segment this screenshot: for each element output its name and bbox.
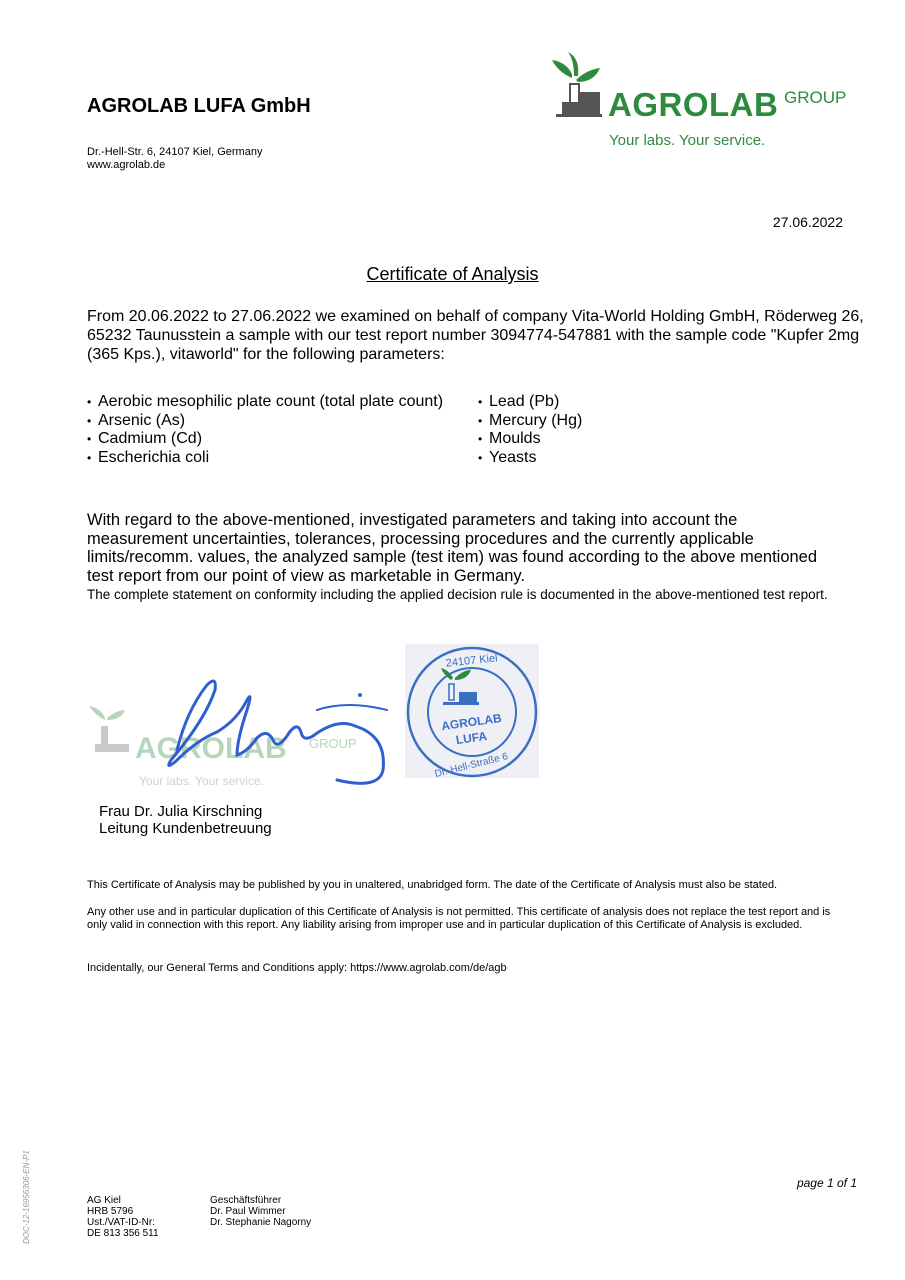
terms-note: Incidentally, our General Terms and Conditions apply: https://www.agrolab.com/de/agb bbox=[87, 962, 507, 974]
stamp-center-line1: AGROLAB bbox=[440, 710, 503, 734]
stamp-bottom-text: Dr.-Hell-Straße 6 bbox=[433, 751, 510, 780]
logo-group-label: GROUP bbox=[784, 88, 847, 107]
footer-line: Dr. Stephanie Nagorny bbox=[210, 1217, 312, 1228]
footer-line: AG Kiel bbox=[87, 1195, 121, 1206]
signer-role: Leitung Kundenbetreuung bbox=[99, 820, 272, 837]
parameter-list-right bbox=[478, 393, 778, 467]
parameter-item: • Mercury (Hg) bbox=[478, 412, 778, 431]
footer-line: Ust./VAT-ID-Nr: bbox=[87, 1217, 155, 1228]
parameter-item: • Yeasts bbox=[478, 449, 778, 468]
company-name: AGROLAB LUFA GmbH bbox=[87, 95, 311, 117]
document-title bbox=[0, 264, 905, 285]
company-stamp bbox=[405, 644, 539, 780]
conformity-statement: With regard to the above-mentioned, investigated parameters and taking into account the measurement uncertainties, tolerances, processing procedures and the currently applicable limits/recomm. values, the analyzed sample (test item) was found according to the above mentioned test report from our point of view as marketable in Germany. bbox=[87, 511, 818, 585]
signature-area bbox=[87, 640, 557, 800]
document-title-text: Certificate of Analysis bbox=[366, 264, 539, 284]
logo-tagline: Your labs. Your service. bbox=[609, 132, 766, 149]
footer-registration bbox=[87, 1195, 159, 1239]
parameter-item: • Lead (Pb) bbox=[478, 393, 778, 412]
company-website: www.agrolab.de bbox=[87, 159, 166, 171]
parameter-item: • Arsenic (As) bbox=[87, 412, 447, 431]
stamp-top-text: 24107 Kiel bbox=[445, 652, 499, 670]
intro-paragraph: From 20.06.2022 to 27.06.2022 we examined on behalf of company Vita-World Holding GmbH, Röderweg 26, 65232 Taunusstein a sample with our test report number 3094774-547881 with the sample code "Kupfer 2mg (365 Kps.), vitaworld" for the following parameters: bbox=[87, 308, 864, 363]
parameter-list-left bbox=[87, 393, 447, 467]
footer-management bbox=[210, 1195, 311, 1228]
parameter-item: • Escherichia coli bbox=[87, 449, 447, 468]
watermark-word: AGROLAB bbox=[135, 732, 287, 765]
signature-block bbox=[87, 640, 557, 800]
agrolab-plant-icon bbox=[548, 50, 608, 125]
stamp-center-line2: LUFA bbox=[454, 728, 488, 748]
footer-line: Geschäftsführer bbox=[210, 1195, 282, 1206]
footer-line: HRB 5796 bbox=[87, 1206, 134, 1217]
document-date: 27.06.2022 bbox=[772, 214, 843, 230]
parameter-item: • Moulds bbox=[478, 430, 778, 449]
signature-dot bbox=[358, 693, 362, 697]
watermark-tagline: Your labs. Your service. bbox=[139, 774, 264, 788]
parameter-item: • Aerobic mesophilic plate count (total plate count) bbox=[87, 393, 447, 412]
other-use-note: Any other use and in particular duplication of this Certificate of Analysis is not permitted. This certificate of analysis does not replace the test report and is only valid in connection with this report. Any liability arising from improper use and in particular duplication of this Certificate of Analysis is excluded. bbox=[87, 906, 831, 931]
conformity-note: The complete statement on conformity including the applied decision rule is documented in the above-mentioned test report. bbox=[87, 587, 828, 602]
watermark-logo bbox=[89, 706, 357, 788]
publish-note: This Certificate of Analysis may be published by you in unaltered, unabridged form. The date of the Certificate of Analysis must also be stated. bbox=[87, 879, 778, 891]
agrolab-logo bbox=[548, 50, 858, 155]
footer-line: Dr. Paul Wimmer bbox=[210, 1206, 286, 1217]
logo-wordmark: AGROLAB bbox=[608, 86, 779, 123]
document-code: DOC-12-16956306-EN-P1 bbox=[22, 1150, 31, 1244]
watermark-group: GROUP bbox=[309, 736, 357, 751]
footer-line: DE 813 356 511 bbox=[87, 1228, 159, 1239]
company-address: Dr.-Hell-Str. 6, 24107 Kiel, Germany bbox=[87, 146, 263, 158]
page-number: page 1 of 1 bbox=[796, 1176, 857, 1190]
signer-name: Frau Dr. Julia Kirschning bbox=[99, 803, 263, 820]
parameter-item: • Cadmium (Cd) bbox=[87, 430, 447, 449]
